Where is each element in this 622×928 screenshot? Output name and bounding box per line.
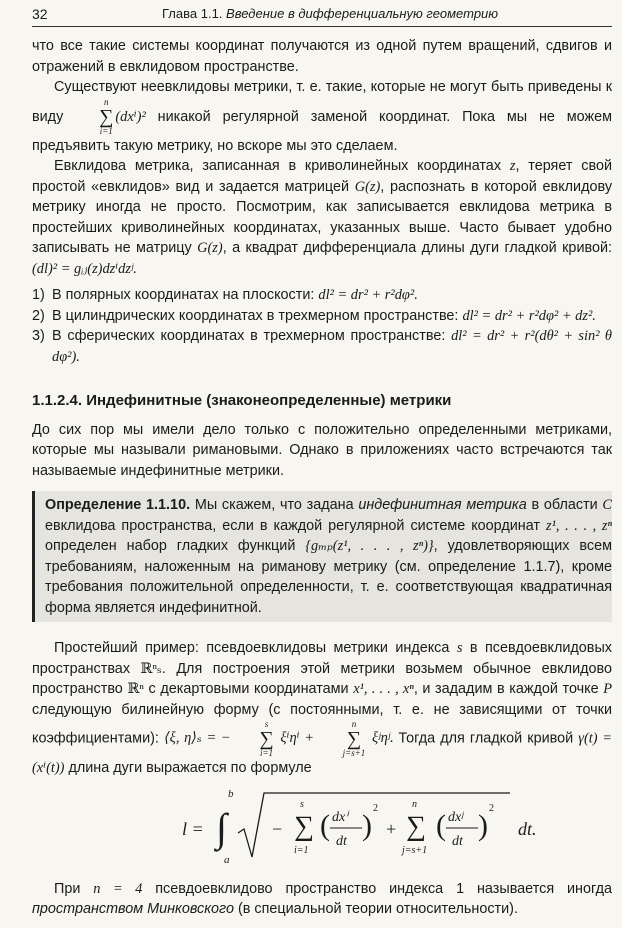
sum2-bottom: j=s+1 <box>402 844 428 856</box>
frac1-num: dxⁱ <box>332 809 348 825</box>
sum-sign-1: ∑ <box>294 810 314 842</box>
sum-sign-2: ∑ <box>406 810 426 842</box>
paren-close-1: ) <box>362 808 372 842</box>
page-body <box>32 36 612 920</box>
chapter-title: Глава 1.1. Введение в дифференциальную геометрию <box>162 6 499 21</box>
sum1-bottom: i=1 <box>294 844 309 856</box>
square-1: 2 <box>373 802 378 814</box>
frac1-den: dt <box>336 833 347 849</box>
section-intro: До сих пор мы имели дело только с положительно определенными метриками, которые мы называли римановыми. Однако в приложениях часто встречаются так называемые индефинитные метрики. <box>32 421 612 479</box>
page-number: 32 <box>32 6 48 22</box>
list-item: 1) В полярных координатах на плоскости: dl² = dr² + r²dφ². <box>32 287 418 303</box>
closing-paragraph: При n = 4 псевдоевклидово пространство индекса 1 называется иногда пространством Минковского (в специальной теории относительности). <box>32 880 612 917</box>
paren-close-2: ) <box>478 808 488 842</box>
paragraph-1: что все такие системы координат получаются из одной путем вращений, сдвигов и отражений в евклидовом пространстве. <box>32 38 612 75</box>
definition-box <box>32 491 612 622</box>
sum-symbol: n ∑ i=1 <box>99 96 114 136</box>
definition-label: Определение 1.1.10. <box>45 497 191 513</box>
paren-open-2: ( <box>436 808 446 842</box>
definition-text: Определение 1.1.10. Мы скажем, что задана индефинитная метрика в области C евклидова пространства, если в каждой регулярной системе координат z¹, . . . , zⁿ определен набор гладких функций {gₘₚ(z¹, . . . , zⁿ)}, удовлетворяющих всем требованиям, наложенным на риманову метрику (см. определение 1.1.7), кроме требования положительной определенности, т. е. соответствующая квадратичная форма является индефинитной. <box>45 497 613 616</box>
frac2-num: dxʲ <box>448 809 464 825</box>
formula-minus: − <box>272 818 283 839</box>
formula-end: dt. <box>518 818 537 839</box>
list-item: 3) В сферических координатах в трехмерном пространстве: dl² = dr² + r²(dθ² + sin² θ dφ²). <box>32 328 612 365</box>
integral-upper: b <box>228 787 234 800</box>
bilinear-form: ⟨ξ, η⟩ₛ = − s ∑ i=1 ξⁱηⁱ + n ∑ j=s+1 ξʲηʲ. <box>164 719 394 758</box>
section-heading: 1.1.2.4. Индефинитные (знаконеопределенные) метрики <box>32 392 452 409</box>
list-item: 2) В цилиндрических координатах в трехмерном пространстве: dl² = dr² + r²dφ² + dz². <box>32 307 596 324</box>
integral-sign: ∫ <box>216 804 227 850</box>
running-header <box>32 4 612 27</box>
paragraph-3: Евклидова метрика, записанная в криволинейных координатах z, теряет свой простой «евклидов» вид и задается матрицей G(z), распознать в которой евклидову метрику иногда не просто. Посмотрим, как записывается евклидова метрика в простейших криволинейных координатах, указанных выше. Часто бывает удобно записывать не матрицу G(z), а квадрат дифференциала длины дуги гладкой кривой: (dl)² = gᵢⱼ(z)dzⁱdzʲ. <box>32 158 613 277</box>
formula-l: l = <box>182 818 204 839</box>
arc-length-formula-svg <box>32 783 612 869</box>
metric-list <box>32 285 612 367</box>
frac2-den: dt <box>452 833 463 849</box>
sum2-top: n <box>412 798 417 810</box>
example-paragraph: Простейший пример: псевдоевклидовы метрики индекса s в псевдоевклидовых пространствах ℝⁿₛ. Для построения этой метрики возьмем обычное евклидово пространство ℝⁿ с декартовыми координатами x¹, . . . , xⁿ, и зададим в каждой точке P следующую билинейную форму (с постоянными, т. е. не зависящими от точки коэффициентами): ⟨ξ, η⟩ₛ = − s ∑ i=1 ξⁱηⁱ + n ∑ j=s+1 ξʲηʲ. Тогда для гладкой кривой γ(t) = (xⁱ(t)) длина дуги выражается по формуле <box>32 640 613 776</box>
arc-length-formula <box>32 783 612 869</box>
sum1-top: s <box>300 798 304 810</box>
paren-open-1: ( <box>320 808 330 842</box>
square-2: 2 <box>489 802 494 814</box>
paragraph-2: Существуют неевклидовы метрики, т. е. такие, которые не могут быть приведены к виду n ∑ i=1 (dxⁱ)² никакой регулярной заменой координат. Пока мы не можем предъявить такую метрику, но вскоре мы это сделаем. <box>32 79 612 154</box>
formula-plus: + <box>386 818 397 839</box>
integral-lower: a <box>224 853 230 866</box>
